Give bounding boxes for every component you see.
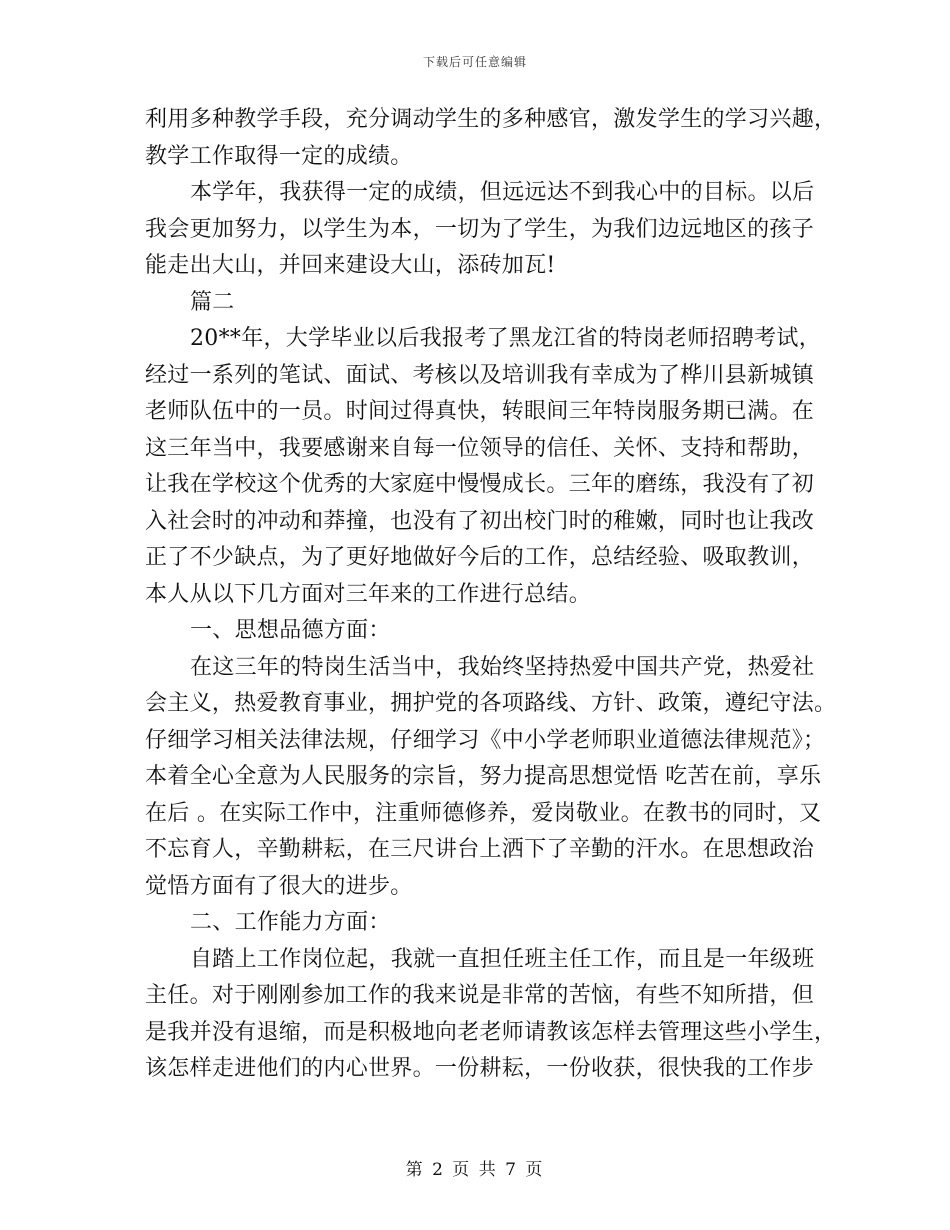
text-line: 觉悟方面有了很大的进步。 (145, 873, 413, 899)
text-line: 入社会时的冲动和莽撞，也没有了初出校门时的稚嫩，同时也让我改 (145, 508, 815, 534)
section-heading: 二、工作能力方面： (190, 910, 391, 935)
text-line: 主任。对于刚刚参加工作的我来说是非常的苦恼，有些不知所措，但 (145, 983, 815, 1008)
text-line: 仔细学习相关法律法规，仔细学习《中小学老师职业道德法律规范》； (145, 727, 826, 753)
text-line: 我会更加努力，以学生为本，一切为了学生，为我们边远地区的孩子 (145, 216, 815, 242)
document-body (145, 102, 837, 1088)
page-number: 第 2 页 共 7 页 (405, 1160, 545, 1180)
text-line: 不忘育人，辛勤耕耘，在三尺讲台上洒下了辛勤的汗水。在思想政治 (145, 837, 815, 862)
section-heading: 篇二 (190, 289, 235, 315)
text-line: 自踏上工作岗位起，我就一直担任班主任工作，而且是一年级班 (190, 946, 815, 972)
text-line: 利用多种教学手段，充分调动学生的多种感官，激发学生的学习兴趣， (145, 107, 837, 132)
text-line: 在后 。在实际工作中，注重师德修养，爱岗敬业。在教书的同时，又 (145, 800, 822, 826)
text-line: 20**年，大学毕业以后我报考了黑龙江省的特岗老师招聘考试， (190, 326, 821, 351)
text-line: 本学年，我获得一定的成绩，但远远达不到我心中的目标。以后 (190, 180, 815, 205)
text-line: 这三年当中，我要感谢来自每一位领导的信任、关怀、支持和帮助， (145, 435, 815, 461)
page-header: 下载后可任意编辑 (422, 55, 527, 69)
text-line: 老师队伍中的一员。时间过得真快，转眼间三年特岗服务期已满。在 (145, 399, 815, 424)
text-line: 会主义，热爱教育事业，拥护党的各项路线、方针、政策，遵纪守法。 (145, 691, 837, 716)
section-heading: 一、思想品德方面： (190, 618, 391, 643)
text-line: 在这三年的特岗生活当中，我始终坚持热爱中国共产党，热爱社 (190, 654, 815, 680)
text-line: 让我在学校这个优秀的大家庭中慢慢成长。三年的磨练，我没有了初 (145, 472, 815, 497)
text-line: 能走出大山，并回来建设大山，添砖加瓦! (145, 253, 556, 278)
text-line: 本着全心全意为人民服务的宗旨，努力提高思想觉悟 吃苦在前，享乐 (145, 764, 822, 789)
text-line: 本人从以下几方面对三年来的工作进行总结。 (145, 581, 592, 607)
text-line: 该怎样走进他们的内心世界。一份耕耘，一份收获，很快我的工作步 (145, 1056, 815, 1081)
text-line: 教学工作取得一定的成绩。 (145, 143, 413, 169)
text-line: 经过一系列的笔试、面试、考核以及培训我有幸成为了桦川县新城镇 (145, 362, 815, 388)
text-line: 是我并没有退缩，而是积极地向老老师请教该怎样去管理这些小学生， (145, 1019, 837, 1045)
text-line: 正了不少缺点，为了更好地做好今后的工作，总结经验、吸取教训， (145, 545, 815, 570)
